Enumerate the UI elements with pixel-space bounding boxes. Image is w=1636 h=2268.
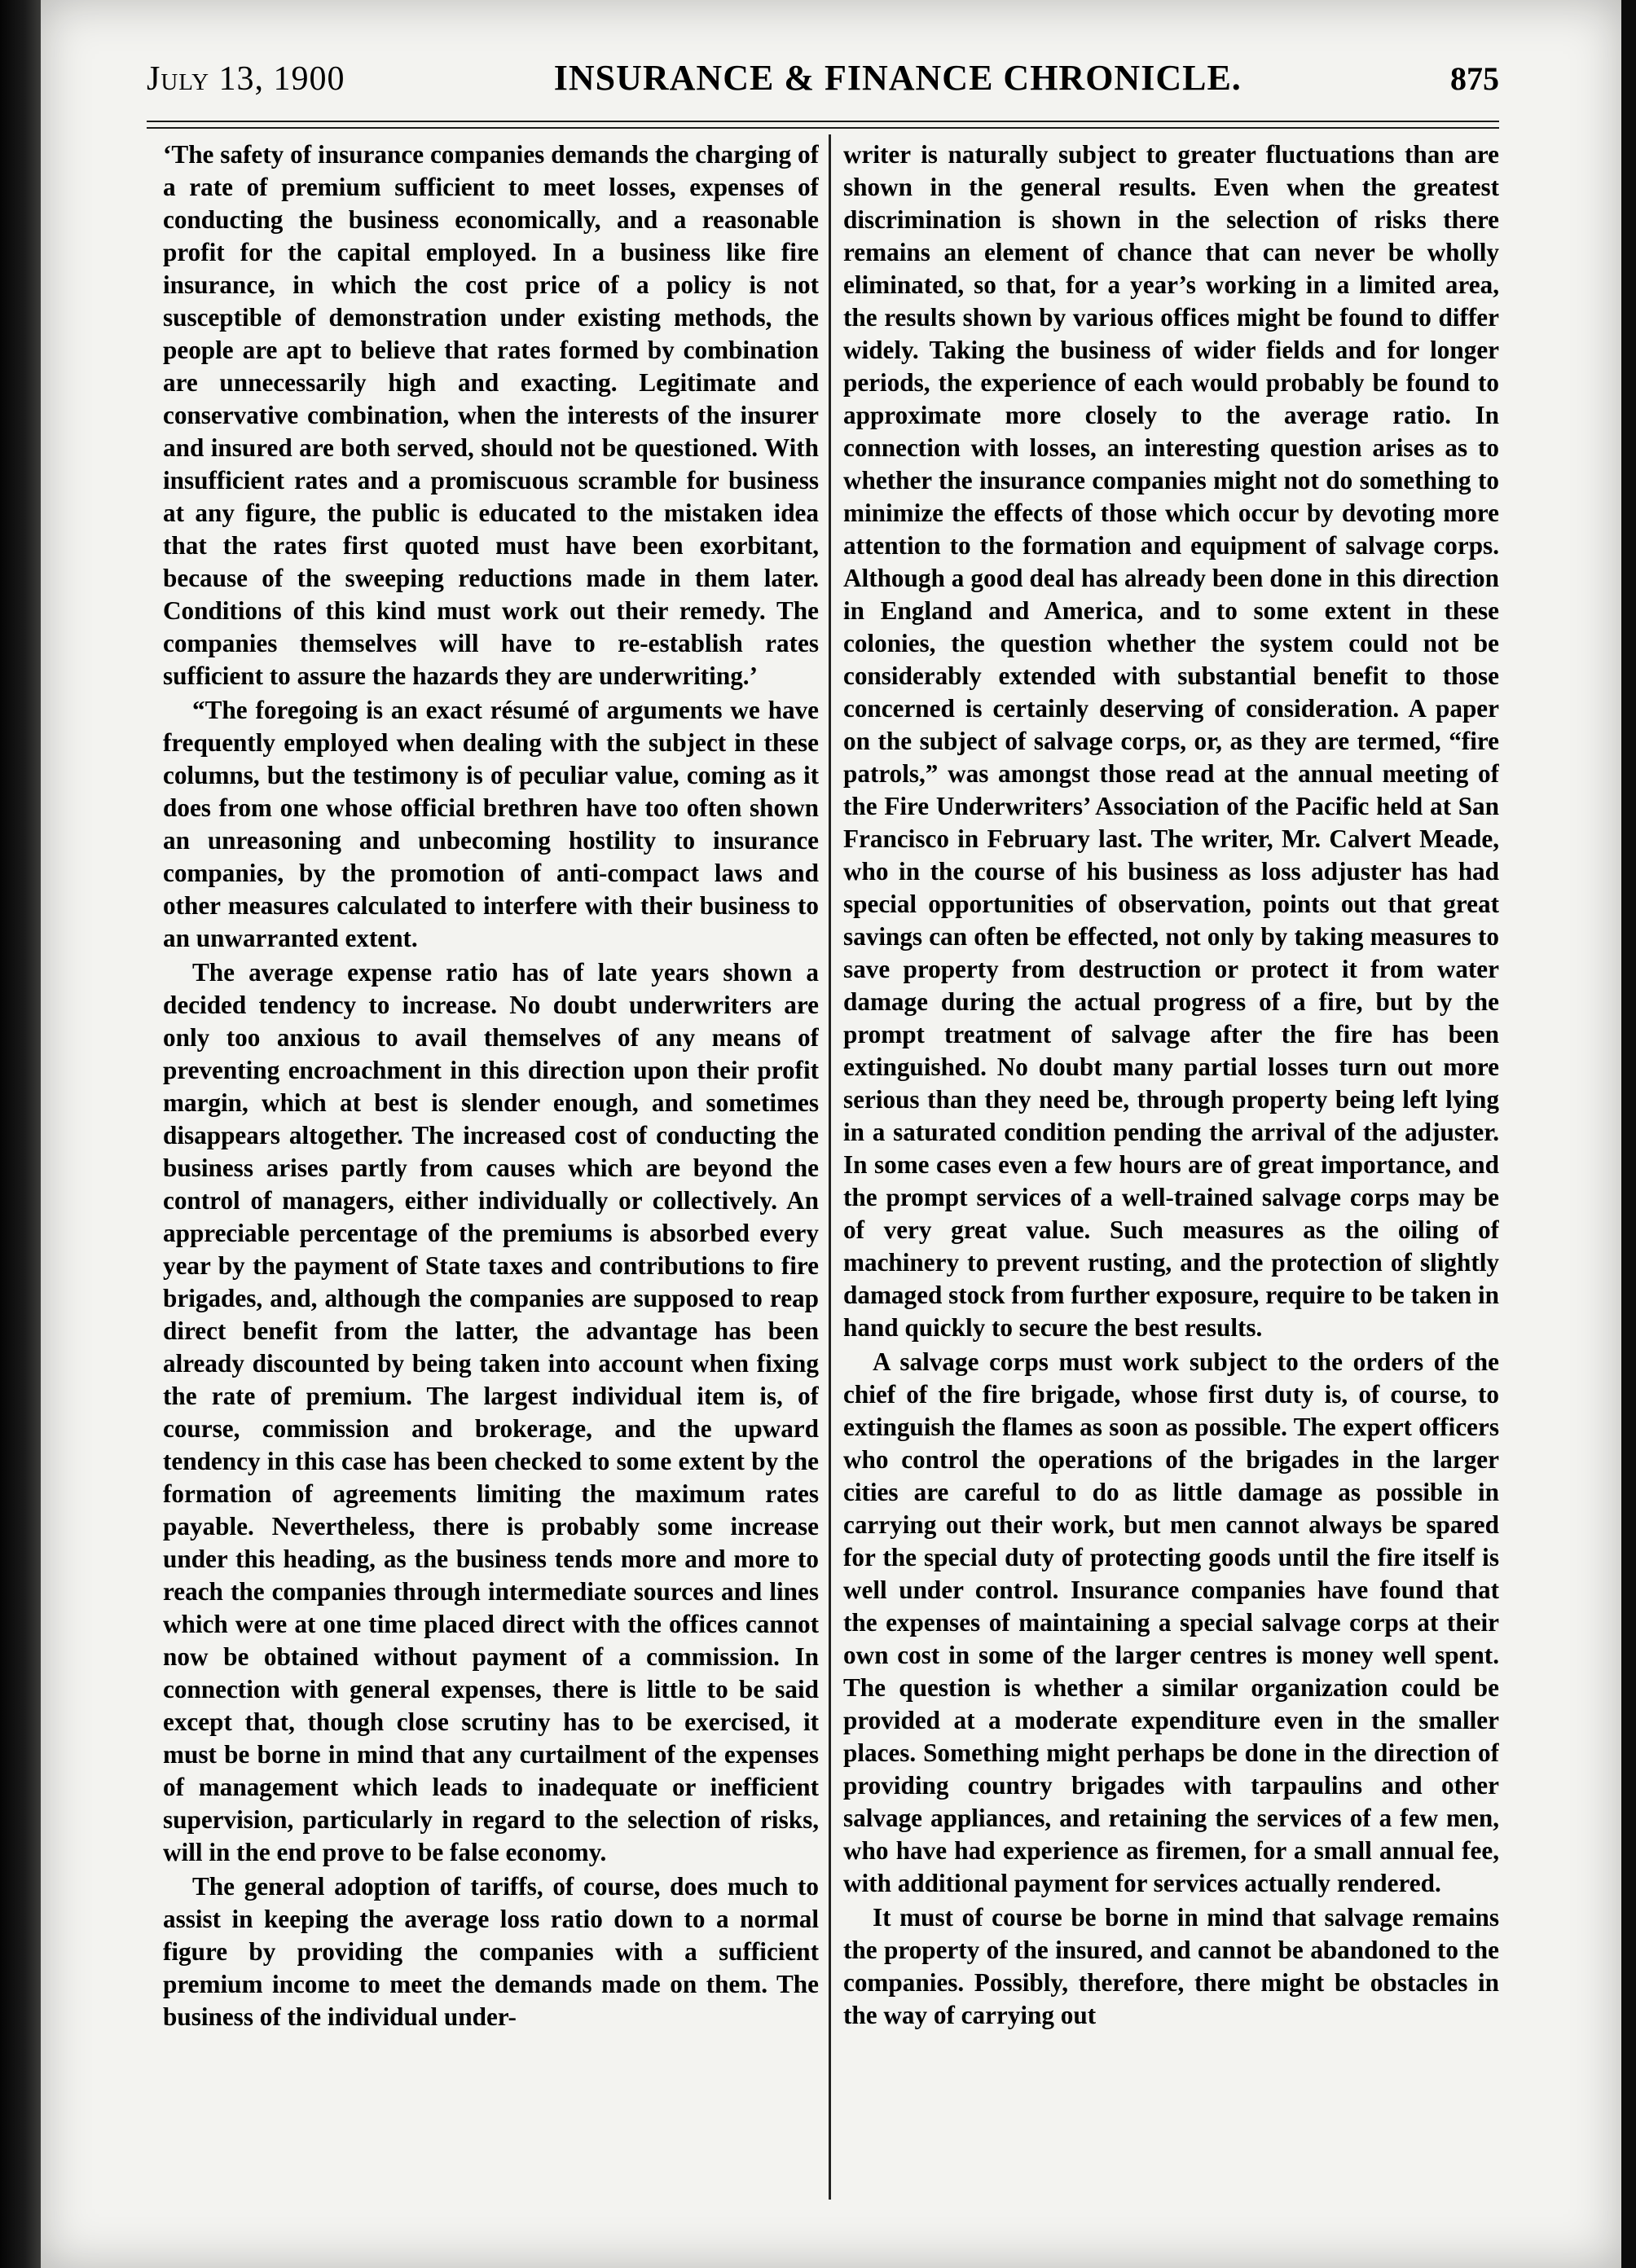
publication-title: INSURANCE & FINANCE CHRONICLE. — [553, 58, 1242, 98]
paragraph: ‘The safety of insurance companies demands the charging of a rate of premium sufficient to meet losses, expenses of conducting the business economically, and a reasonable profit for the capital employed. In a business like fire insurance, in which the cost price of a policy is not susceptible of demonstration under existing methods, the people are apt to believe that rates formed by combination are unnecessarily high and exacting. Legitimate and conservative combination, when the interests of the insurer and insured are both served, should not be questioned. With insufficient rates and a promiscuous scramble for business at any figure, the public is educated to the mistaken idea that the rates first quoted must have been exorbitant, because of the sweeping reductions made in them later. Conditions of this kind must work out their remedy. The companies themselves will have to re-establish rates sufficient to assure the hazards they are underwriting.’ — [163, 140, 819, 690]
paragraph: “The foregoing is an exact résumé of arguments we have frequently employed when dealing with the subject in these columns, but the testimony is of peculiar value, coming as it does from one whose official brethren have too often shown an unreasoning and unbecoming hostility to insurance companies, by the promotion of anti-compact laws and other measures calculated to interfere with their business to an unwarranted extent. — [163, 696, 819, 952]
page-number: 875 — [1450, 60, 1499, 97]
paragraph: The general adoption of tariffs, of course, does much to assist in keeping the average loss ratio down to a normal figure by providing the companies with a sufficient premium income to meet the demands made on them. The business of the individual under- — [163, 1872, 819, 2031]
paragraph: A salvage corps must work subject to the orders of the chief of the fire brigade, whose first duty is, of course, to extinguish the flames as soon as possible. The expert officers who control the operations of the brigades in the larger cities are careful to do as little damage as possible in carrying out their work, but men cannot always be spared for the special duty of protecting goods until the fire itself is well under control. Insurance companies have found that the expenses of maintaining a special salvage corps at their own cost in some of the larger centres is money well spent. The question is whether a similar organization could be provided at a moderate expenditure even in the smaller places. Something might perhaps be done in the direction of providing country brigades with tarpaulins and other salvage appliances, and retaining the services of a few men, who have had experience as firemen, for a small annual fee, with additional payment for services actually rendered. — [843, 1347, 1499, 1897]
page-header — [147, 57, 1499, 122]
paragraph: The average expense ratio has of late years shown a decided tendency to increase. No doubt underwriters are only too anxious to avail themselves of any means of preventing encroachment in this direction upon their profit margin, which at best is slender enough, and sometimes disappears altogether. The increased cost of conducting the business arises partly from causes which are beyond the control of managers, either individually or collectively. An appreciable percentage of the premiums is absorbed every year by the payment of State taxes and contributions to fire brigades, and, although the companies are supposed to reap direct benefit from the latter, the advantage has been already discounted by being taken into account when fixing the rate of premium. The largest individual item is, of course, commission and brokerage, and the upward tendency in this case has been checked to some extent by the formation of agreements limiting the maximum rates payable. Nevertheless, there is probably some increase under this heading, as the business tends more and more to reach the companies through intermediate sources and lines which were at one time placed direct with the offices cannot now be obtained without payment of a commission. In connection with general expenses, there is little to be said except that, though close scrutiny has to be exercised, it must be borne in mind that any curtailment of the expenses of management which leads to inadequate or inefficient supervision, particularly in regard to the selection of risks, will in the end prove to be false economy. — [163, 958, 819, 1866]
issue-date: July 13, 1900 — [147, 60, 345, 98]
right-column — [843, 138, 1499, 2200]
left-column — [163, 138, 819, 2200]
paragraph: writer is naturally subject to greater fluctuations than are shown in the general results. Even when the greatest discrimination is shown in the selection of risks there remains an element of chance that can never be wholly eliminated, so that, for a year’s working in a limited area, the results shown by various offices might be found to differ widely. Taking the business of wider fields and for longer periods, the experience of each would probably be found to approximate more closely to the average ratio. In connection with losses, an interesting question arises as to whether the insurance companies might not do something to minimize the effects of those which occur by devoting more attention to the formation and equipment of salvage corps. Although a good deal has already been done in this direction in England and America, and to some extent in these colonies, the question whether the system could not be considerably extended with substantial benefit to those concerned is certainly deserving of consideration. A paper on the subject of salvage corps, or, as they are termed, “fire patrols,” was amongst those read at the annual meeting of the Fire Underwriters’ Association of the Pacific held at San Francisco in February last. The writer, Mr. Calvert Meade, who in the course of his business as loss adjuster has had special opportunities of observation, points out that great savings can often be effected, not only by taking measures to save property from destruction or protect it from water damage during the actual progress of a fire, but by the prompt treatment of salvage after the fire has been extinguished. No doubt many partial losses turn out more serious than they need be, through property being left lying in a saturated condition pending the arrival of the adjuster. In some cases even a few hours are of great importance, and the prompt services of a well-trained salvage corps may be of very great value. Such measures as the oiling of machinery to prevent rusting, and the protection of slightly damaged stock from further exposure, require to be taken in hand quickly to secure the best results. — [843, 140, 1499, 1342]
header-rule — [147, 121, 1499, 129]
scan-edge — [0, 0, 41, 2268]
paragraph: It must of course be borne in mind that salvage remains the property of the insured, and cannot be abandoned to the companies. Possibly, therefore, there might be obstacles in the way of carrying out — [843, 1903, 1499, 2029]
column-divider — [829, 134, 831, 2200]
